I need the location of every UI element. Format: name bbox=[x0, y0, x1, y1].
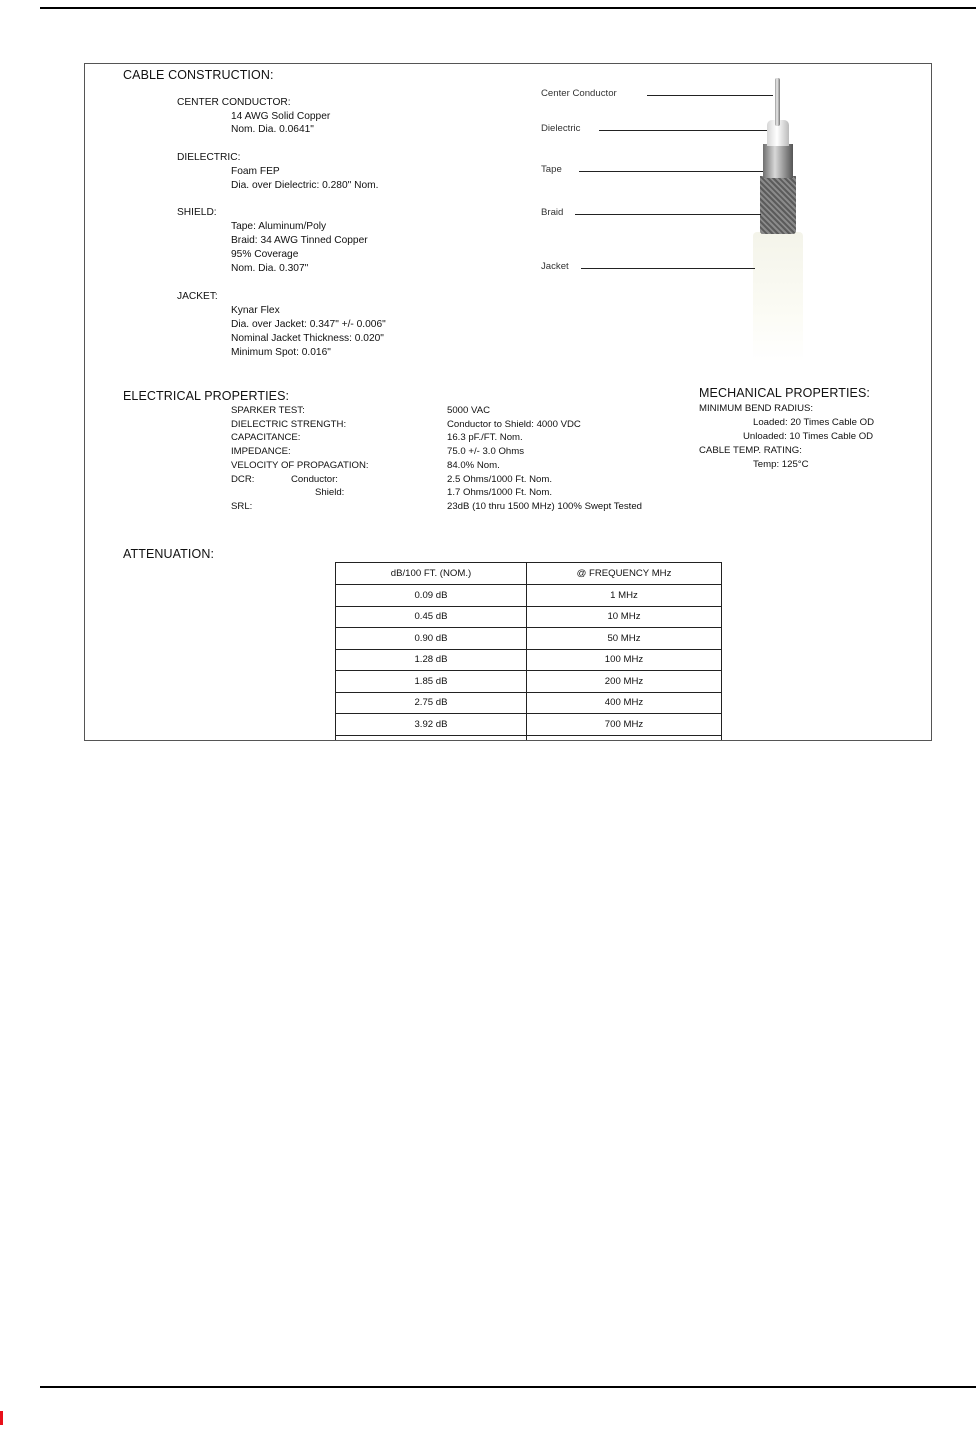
center-conductor-title: CENTER CONDUCTOR: bbox=[177, 97, 291, 108]
cable-conductor-illustration bbox=[775, 78, 780, 126]
attenuation-cell: 1.85 dB bbox=[336, 671, 527, 693]
mechanical-line: Unloaded: 10 Times Cable OD bbox=[743, 431, 874, 442]
frequency-cell: 700 MHz bbox=[527, 714, 722, 736]
electrical-sublabel: Shield: bbox=[315, 487, 345, 498]
center-conductor-line: 14 AWG Solid Copper bbox=[231, 111, 331, 122]
attenuation-cell: 1.28 dB bbox=[336, 649, 527, 671]
jacket-title: JACKET: bbox=[177, 291, 218, 302]
table-row bbox=[336, 671, 722, 693]
electrical-label: SPARKER TEST: bbox=[231, 405, 305, 416]
leader-line bbox=[575, 214, 761, 215]
leader-line bbox=[599, 130, 767, 131]
electrical-label: VELOCITY OF PROPAGATION: bbox=[231, 460, 369, 471]
attenuation-cell: 3.92 dB bbox=[336, 714, 527, 736]
cable-spec-sheet bbox=[84, 63, 932, 741]
mechanical-line: Loaded: 20 Times Cable OD bbox=[753, 417, 875, 428]
table-row bbox=[336, 692, 722, 714]
table-row-cut bbox=[336, 735, 722, 741]
dielectric-line: Foam FEP bbox=[231, 166, 280, 177]
jacket-line: Minimum Spot: 0.016" bbox=[231, 347, 331, 358]
footer-rule bbox=[40, 1386, 976, 1388]
center-conductor-line: Nom. Dia. 0.0641" bbox=[231, 124, 314, 135]
mechanical-line: Temp: 125°C bbox=[753, 459, 809, 470]
electrical-value: 23dB (10 thru 1500 MHz) 100% Swept Tested bbox=[447, 501, 643, 512]
mechanical-line: MINIMUM BEND RADIUS: bbox=[699, 403, 814, 414]
dielectric-line: Dia. over Dielectric: 0.280" Nom. bbox=[231, 180, 379, 191]
attenuation-table bbox=[335, 562, 722, 741]
jacket-line: Dia. over Jacket: 0.347" +/- 0.006" bbox=[231, 319, 386, 330]
shield-line: Braid: 34 AWG Tinned Copper bbox=[231, 235, 368, 246]
diagram-label-jacket: Jacket bbox=[541, 261, 569, 272]
column-header: @ FREQUENCY MHz bbox=[527, 563, 722, 585]
electrical-label: DCR: bbox=[231, 474, 255, 485]
column-header: dB/100 FT. (NOM.) bbox=[336, 563, 527, 585]
leader-line bbox=[581, 268, 755, 269]
shield-line: Tape: Aluminum/Poly bbox=[231, 221, 327, 232]
table-row bbox=[336, 585, 722, 607]
attenuation-cell: 2.75 dB bbox=[336, 692, 527, 714]
leader-line bbox=[579, 171, 763, 172]
table-row bbox=[336, 606, 722, 628]
header-rule bbox=[40, 7, 976, 9]
shield-title: SHIELD: bbox=[177, 207, 217, 218]
diagram-label-tape: Tape bbox=[541, 164, 562, 175]
construction-heading: CABLE CONSTRUCTION: bbox=[123, 68, 274, 82]
shield-line: 95% Coverage bbox=[231, 249, 299, 260]
frequency-cell bbox=[527, 735, 722, 741]
table-header-row bbox=[336, 563, 722, 585]
frequency-cell: 10 MHz bbox=[527, 606, 722, 628]
cable-jacket-illustration bbox=[753, 232, 803, 362]
leader-line bbox=[647, 95, 773, 96]
cable-braid-illustration bbox=[760, 176, 796, 234]
attenuation-cell: 0.90 dB bbox=[336, 628, 527, 650]
frequency-cell: 400 MHz bbox=[527, 692, 722, 714]
diagram-label-center-conductor: Center Conductor bbox=[541, 88, 617, 99]
electrical-label: DIELECTRIC STRENGTH: bbox=[231, 419, 347, 430]
table-row bbox=[336, 714, 722, 736]
attenuation-cell: 0.09 dB bbox=[336, 585, 527, 607]
table-row bbox=[336, 649, 722, 671]
shield-line: Nom. Dia. 0.307" bbox=[231, 263, 309, 274]
electrical-heading: ELECTRICAL PROPERTIES: bbox=[123, 389, 290, 403]
mechanical-line: CABLE TEMP. RATING: bbox=[699, 445, 802, 456]
electrical-value: 1.7 Ohms/1000 Ft. Nom. bbox=[447, 487, 553, 498]
electrical-value: 16.3 pF./FT. Nom. bbox=[447, 432, 523, 443]
electrical-label: IMPEDANCE: bbox=[231, 446, 291, 457]
frequency-cell: 100 MHz bbox=[527, 649, 722, 671]
electrical-label: CAPACITANCE: bbox=[231, 432, 301, 443]
electrical-sublabel: Conductor: bbox=[291, 474, 338, 485]
dielectric-title: DIELECTRIC: bbox=[177, 152, 241, 163]
mechanical-heading: MECHANICAL PROPERTIES: bbox=[699, 386, 870, 400]
jacket-line: Nominal Jacket Thickness: 0.020" bbox=[231, 333, 384, 344]
cable-tape-illustration bbox=[763, 144, 793, 178]
electrical-value: 5000 VAC bbox=[447, 405, 491, 416]
electrical-value: 84.0% Nom. bbox=[447, 460, 500, 471]
attenuation-heading: ATTENUATION: bbox=[123, 547, 215, 561]
frequency-cell: 1 MHz bbox=[527, 585, 722, 607]
page-edge-marker bbox=[0, 1411, 3, 1425]
attenuation-cell bbox=[336, 735, 527, 741]
frequency-cell: 200 MHz bbox=[527, 671, 722, 693]
diagram-label-braid: Braid bbox=[541, 207, 564, 218]
attenuation-cell: 0.45 dB bbox=[336, 606, 527, 628]
jacket-line: Kynar Flex bbox=[231, 305, 280, 316]
electrical-label: SRL: bbox=[231, 501, 253, 512]
frequency-cell: 50 MHz bbox=[527, 628, 722, 650]
diagram-label-dielectric: Dielectric bbox=[541, 123, 581, 134]
electrical-value: 2.5 Ohms/1000 Ft. Nom. bbox=[447, 474, 553, 485]
electrical-value: Conductor to Shield: 4000 VDC bbox=[447, 419, 581, 430]
table-row bbox=[336, 628, 722, 650]
electrical-value: 75.0 +/- 3.0 Ohms bbox=[447, 446, 525, 457]
